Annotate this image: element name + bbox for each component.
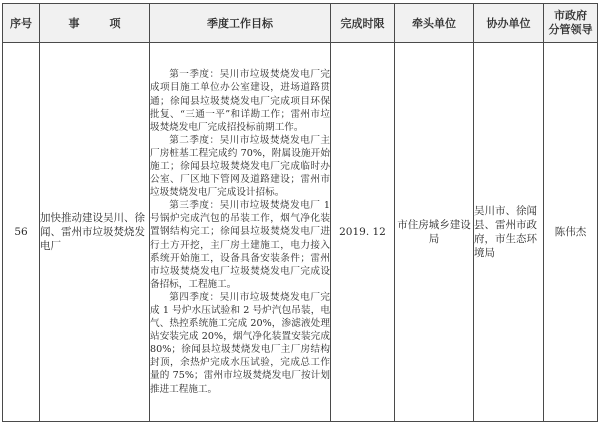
header-leader-line1: 市政府: [554, 9, 587, 22]
header-item: [40, 4, 150, 43]
header-lead-unit: 牵头单位: [395, 4, 474, 43]
header-no: 序号: [3, 4, 40, 43]
header-leader-line2: 分管领导: [548, 23, 593, 36]
row-leader: 陈伟杰: [544, 43, 598, 422]
goal-q3: 第三季度：吴川市垃圾焚烧发电厂 1号锅炉完成汽包的吊装工作，烟气净化装置钢结构完工；徐闻县垃圾焚烧发电厂进行土方开挖，主厂房土建施工，电力接入系统开始施工，设备具备安装条件；雷州市垃圾焚烧发电厂垃圾焚烧发电厂完成设备招标，工程施工。: [150, 200, 330, 290]
work-task-table: [2, 3, 598, 422]
goal-q2: 第二季度：吴川市垃圾焚烧发电厂主厂房桩基工程完成约 70%，附属设施开始施工；徐闻县垃圾焚烧发电厂完成临时办公室、厂区地下管网及道路建设；雷州市垃圾焚烧发电厂完成设计招标。: [150, 134, 330, 199]
row-deadline: 2019. 12: [331, 43, 395, 422]
row-goals: [150, 43, 331, 422]
row-item: 加快推动建设吴川、徐闻、雷州市垃圾焚烧发电厂: [40, 43, 150, 422]
header-leader: [544, 4, 598, 43]
table-row: [3, 43, 598, 422]
header-item-char-1: 事: [68, 17, 80, 30]
row-assist-unit: 吴川市、徐闻县、雷州市政府，市生态环境局: [474, 43, 544, 422]
header-assist-unit: 协办单位: [474, 4, 544, 43]
goal-q4: 第四季度：吴川市垃圾焚烧发电厂完成 1 号炉水压试验和 2 号炉汽包吊装，电气、热控系统施工完成 20%，渗滤液处理站安装完成 20%，烟气净化装置安装完成80%；徐闻县垃圾焚烧发电厂主厂房结构封顶，余热炉完成水压试验，完成总工作量的 75%；雷州市垃圾焚烧发电厂按计划推进工程施工。: [150, 291, 330, 395]
row-lead-unit: 市住房城乡建设局: [395, 43, 474, 422]
row-no: 56: [3, 43, 40, 422]
header-row: [3, 4, 598, 43]
header-item-char-2: 项: [109, 17, 121, 30]
goal-q1: 第一季度：吴川市垃圾焚烧发电厂完成项目施工单位办公室建设，进场道路贯通；徐闻县垃圾焚烧发电厂完成项目环保批复、“三通一平”和详勘工作；雷州市垃圾焚烧发电厂完成招投标前期工作。: [150, 69, 330, 133]
header-goals: 季度工作目标: [150, 4, 331, 43]
header-deadline: 完成时限: [331, 4, 395, 43]
